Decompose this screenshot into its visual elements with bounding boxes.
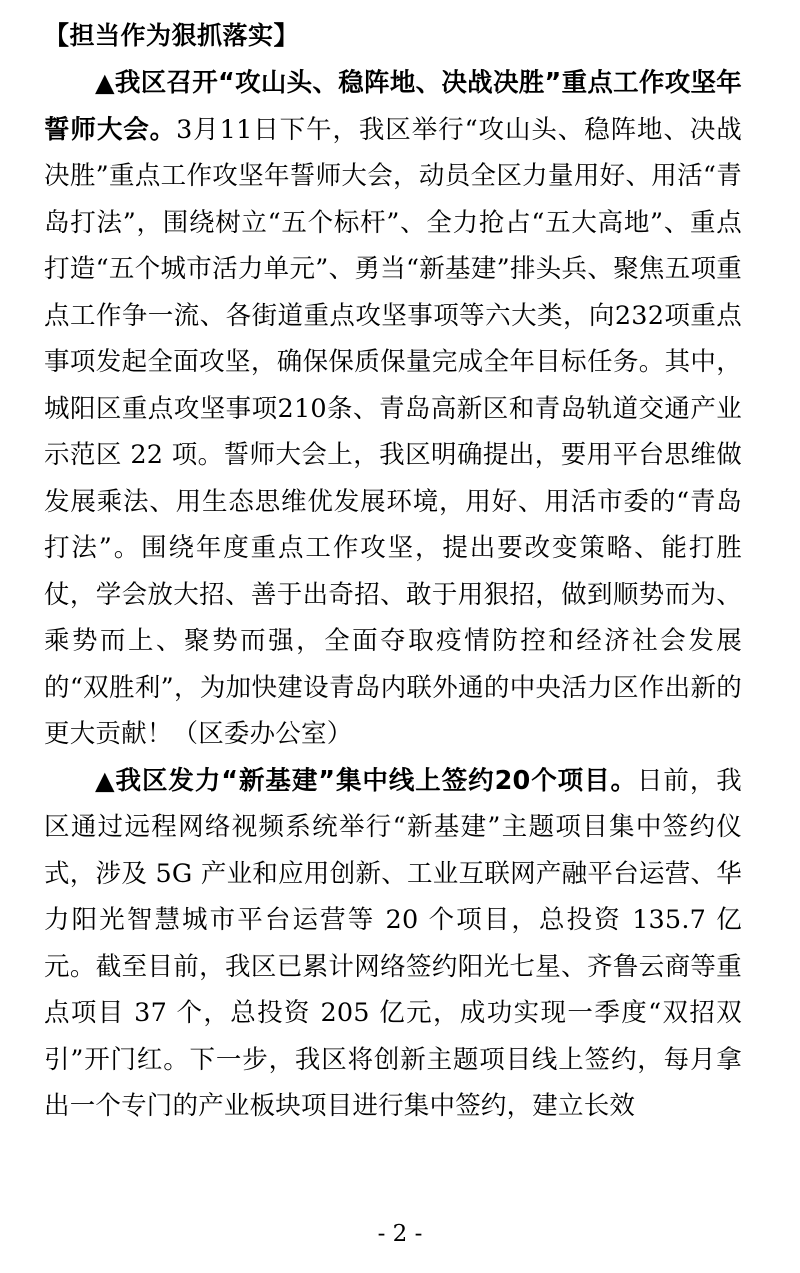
paragraph-2	[44, 758, 742, 1130]
page-number: - 2 -	[377, 1221, 423, 1247]
paragraph-1	[44, 60, 742, 758]
paragraph-2-body: 日前，我区通过远程网络视频系统举行“新基建”主题项目集中签约仪式，涉及 5G 产业和应用创新、工业互联网产融平台运营、华力阳光智慧城市平台运营等 20 个项目，总投资 135.7 亿元。截至目前，我区已累计网络签约阳光七星、齐鲁云商等重点项目 37 个，总投资 205 亿元，成功实现一季度“双招双引”开门红。下一步，我区将创新主题项目线上签约，每月拿出一个专门的产业板块项目进行集中签约，建立长效	[44, 765, 742, 1121]
paragraph-marker-icon: ▲	[95, 765, 116, 796]
paragraph-1-body: 3月11日下午，我区举行“攻山头、稳阵地、决战决胜”重点工作攻坚年誓师大会，动员全区力量用好、用活“青岛打法”，围绕树立“五个标杆”、全力抢占“五大高地”、重点打造“五个城市活力单元”、勇当“新基建”排头兵、聚焦五项重点工作争一流、各街道重点攻坚事项等六大类，向232项重点事项发起全面攻坚，确保保质保量完成全年目标任务。其中，城阳区重点攻坚事项210条、青岛高新区和青岛轨道交通产业示范区 22 项。誓师大会上，我区明确提出，要用平台思维做发展乘法、用生态思维优发展环境，用好、用活市委的“青岛打法”。围绕年度重点工作攻坚，提出要改变策略、能打胜仗，学会放大招、善于出奇招、敢于用狠招，做到顺势而为、乘势而上、聚势而强，全面夺取疫情防控和经济社会发展的“双胜利”，为加快建设青岛内联外通的中央活力区作出新的更大贡献！（区委办公室）	[44, 114, 742, 749]
section-heading: 【担当作为狠抓落实】	[44, 21, 300, 50]
paragraph-1-lead: 我区召开“攻山头、稳阵地、决战决胜”重点工作攻坚年誓师大会。	[44, 68, 742, 145]
paragraph-marker-icon: ▲	[95, 68, 115, 98]
paragraph-2-lead: 我区发力“新基建”集中线上签约20个项目。	[115, 765, 637, 796]
